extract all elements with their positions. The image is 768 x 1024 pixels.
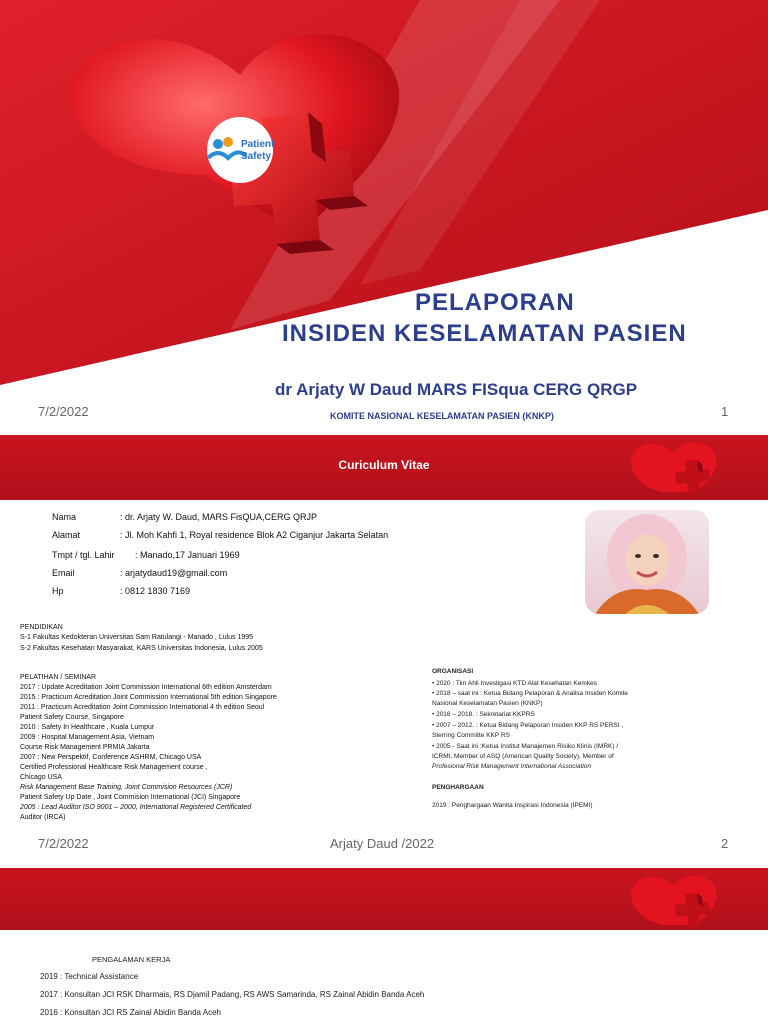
personal-label: Tmpt / tgl. Lahir — [52, 550, 115, 560]
cv-banner-title: Curiculum Vitae — [338, 458, 430, 472]
personal-value: : Jl. Moh Kahfi 1, Royal residence Blok A2 Ciganjur Jakarta Selatan — [120, 530, 389, 540]
personal-value: : 0812 1830 7169 — [120, 586, 191, 596]
pelatihan-item: Patient Safety Up Date , Joint Commision International (JCI) Singapore — [20, 794, 241, 801]
pelatihan-item: 2017 : Update Acreditation Joint Commission International 6th edition Amsterdam — [20, 684, 272, 691]
logo-text-safety: Safety — [241, 151, 272, 162]
pelatihan-item: Certified Professional Healthcare Risk Management course , — [20, 764, 208, 771]
personal-value: : dr. Arjaty W. Daud, MARS FisQUA,CERG QRJP — [120, 512, 318, 522]
pelatihan-item: 2005 : Lead Auditor ISO 9001 – 2000, International Registered Certificated — [20, 804, 252, 811]
personal-value: : Manado,17 Januari 1969 — [135, 550, 240, 560]
pelatihan-item: 2011 : Practicum Acreditation Joint Commission International 4 th edition Seoul — [20, 704, 265, 711]
pelatihan-item: Risk Management Base Training, Joint Commision Resources (JCR) — [20, 784, 233, 791]
slide-footer: Arjaty Daud /2022 — [330, 836, 435, 851]
organisasi-item: Profesional Risk Management International Association — [432, 763, 592, 770]
work-item: 2016 : Konsultan JCI RS Zainal Abidin Banda Aceh — [40, 1008, 222, 1017]
pelatihan-item: 2009 : Hospital Management Asia, Vietnam — [20, 734, 155, 741]
personal-label: Alamat — [52, 530, 81, 540]
pelatihan-item: 2010 : Safety In Healthcare , Kuala Lumpur — [20, 724, 155, 731]
pelatihan-heading: PELATIHAN / SEMINAR — [20, 674, 97, 681]
personal-value: : arjatydaud19@gmail.com — [120, 568, 228, 578]
heart-cross-icon — [625, 437, 735, 499]
work-heading: PENGALAMAN KERJA — [92, 955, 171, 964]
pendidikan-item: S-2 Fakultas Kesehatan Masyarakat, KARS Universitas Indonesia, Lulus 2005 — [20, 645, 263, 652]
pelatihan-item: Chicago USA — [20, 774, 63, 781]
organisasi-item: Sterring Committe KKP RS — [432, 732, 510, 739]
pendidikan-item: S-1 Fakultas Kedokteran Universitas Sam Ratulangi - Manado , Lulus 1995 — [20, 634, 254, 641]
pelatihan-item: 2007 : New Perspektif, Conference ASHRM, Chicago USA — [20, 754, 202, 761]
title-line-2: INSIDEN KESELAMATAN PASIEN — [282, 320, 687, 347]
penghargaan-item: 2019 : Penghargaan Wanita Inspirasi Indonesia (IPEMI) — [432, 802, 593, 809]
cv-slide — [0, 432, 768, 862]
pelatihan-item: Auditor (IRCA) — [20, 814, 66, 821]
work-item: 2019 : Technical Assistance — [40, 972, 139, 981]
work-item: 2017 : Konsultan JCI RSK Dharmais, RS Djamil Padang, RS AWS Samarinda, RS Zainal Abidin Banda Aceh — [40, 990, 425, 999]
personal-label: Email — [52, 568, 75, 578]
heart-cross-icon — [625, 870, 735, 932]
organisasi-item: ICRMI, Member of ASQ (American Quality Society), Member of — [432, 753, 614, 760]
organisasi-item: • 2016 – 2018. : Sekretariat KKPRS — [432, 711, 535, 718]
slide-number: 2 — [721, 836, 729, 851]
logo-text-patient: Patient — [241, 139, 275, 150]
pelatihan-item: 2015 : Practicum Acreditation Joint Commission International 5th edition Singapore — [20, 694, 277, 701]
pelatihan-item: Patient Safety Course, Singapore — [20, 714, 124, 721]
organisasi-item: • 2005 - Saat ini :Ketua Institut Manajemen Risiko Klinis (IMRK) / — [432, 743, 619, 750]
pelatihan-item: Course Risk Management PRMIA Jakarta — [20, 744, 150, 751]
organisasi-item: • 2007 – 2012. : Ketua Bidang Pelaporan Insiden KKP RS PERSI , — [432, 722, 624, 729]
work-experience-slide — [0, 862, 768, 1024]
penghargaan-heading: PENGHARGAAN — [432, 784, 484, 791]
title-line-1: PELAPORAN — [415, 289, 575, 316]
author-name: dr Arjaty W Daud MARS FISqua CERG QRGP — [275, 380, 638, 399]
pendidikan-heading: PENDIDIKAN — [20, 624, 63, 631]
organisasi-item: • 2020 : Tim Ahli Investigasi KTD Alat Kesehatan Kemkes — [432, 680, 597, 687]
slide-number: 1 — [721, 404, 729, 419]
patient-safety-logo — [207, 117, 273, 183]
personal-label: Nama — [52, 512, 77, 522]
slide-date: 7/2/2022 — [38, 836, 89, 851]
organization-name: KOMITE NASIONAL KESELAMATAN PASIEN (KNKP) — [330, 411, 554, 421]
slide-date: 7/2/2022 — [38, 404, 89, 419]
organisasi-item: • 2018 – saat ini : Ketua Bidang Pelaporan & Analisa Insiden Komite — [432, 690, 628, 697]
title-slide — [0, 0, 768, 432]
personal-label: Hp — [52, 586, 64, 596]
profile-photo — [585, 510, 709, 614]
organisasi-item: Nasional Keselamatan Pasien (KNKP) — [432, 700, 543, 707]
organisasi-heading: ORGANISASI — [432, 668, 474, 675]
title-slide-background — [0, 0, 768, 432]
